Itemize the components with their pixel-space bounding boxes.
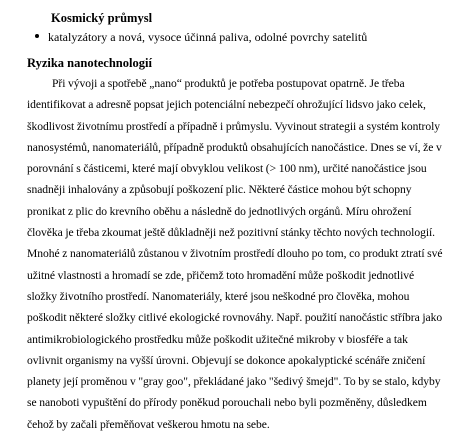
- body-paragraph: Při vývoji a spotřebě „nano“ produktů je potřeba postupovat opatrně. Je třeba identifikovat a adresně popsat jejich potenciální nebezpečí ohrožující lidsvo jako celek, škodlivost životnímu prostředí a případně i průmyslu. Vyvinout strategii a systém kontroly nanosystémů, nanomateriálů, případně produktů obsahujících nanočástice. Dnes se ví, že v porovnání s částicemi, které mají obvyklou velikost (> 100 nm), určité nanočástice jsou snadněji inhalovány a způsobují poškození plic. Některé částice mohou být schopny pronikat z plic do krevního oběhu a následně do jednotlivých orgánů. Míru ohrožení člověka je třeba zkoumat ještě důkladněji než pozitivní stánky těchto nových technologií. Mnohé z nanomateriálů zůstanou v životním prostředí dlouho po tom, co produkt ztratí své užitné vlastnosti a hromadí se zde, přičemž toto hromadění může poškodit jednotlivé složky životního prostředí. Nanomateriály, které jsou neškodné pro člověka, mohou poškodit některé složky citlivé ekologické rovnováhy. Např. použití nanočástic stříbra jako antimikrobiologického prostředku může poškodit užitečné mikroby v biosféře a tak ovlivnit organismy na vyšší úrovni. Objevují se dokonce apokalyptické scénáře zničení planety její proměnou v "gray goo", překládané jako "šedivý šmejd". To by se stalo, kdyby se nanoboti vypuštění do přírody poněkud porouchali nebo byli pozměněny, důsledkem čehož by začali přeměňovat veškerou hmotu na sebe.: [27, 77, 443, 431]
- bullet-text: katalyzátory a nová, vysoce účinná paliva, odolné povrchy satelitů: [48, 30, 368, 44]
- bullet-list: [27, 29, 445, 45]
- section-heading: Ryzika nanotechnologií: [27, 56, 152, 70]
- bullet-list-item: [35, 29, 445, 45]
- bullet-point-icon: [35, 34, 39, 38]
- subsection-heading: Kosmický průmysl: [51, 11, 153, 25]
